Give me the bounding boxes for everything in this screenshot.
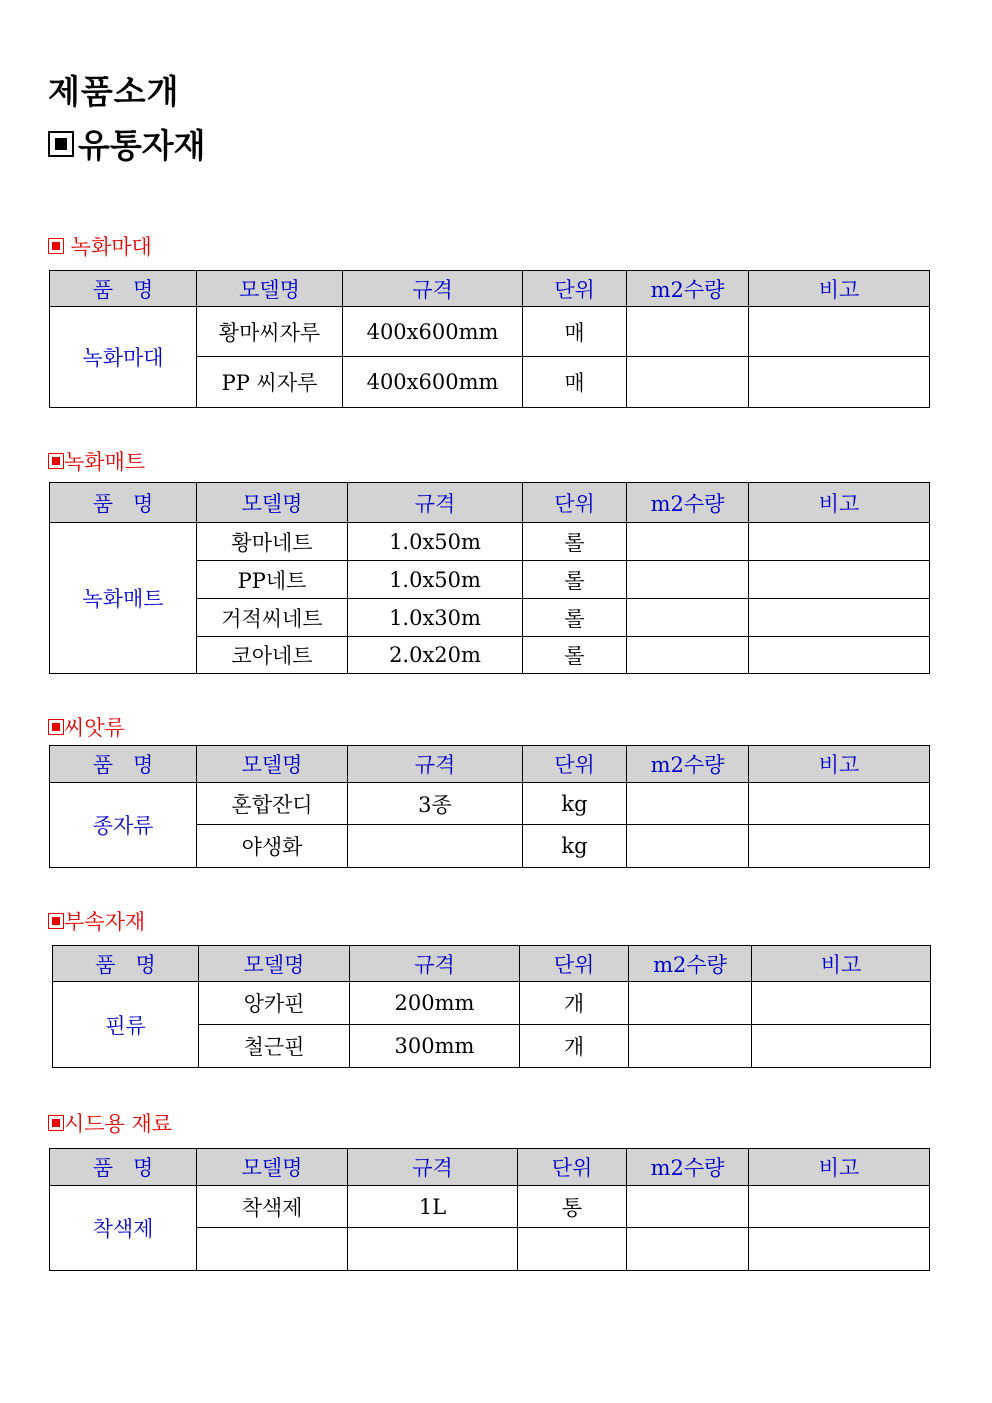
- red-square-bullet-icon: [48, 913, 64, 929]
- header-unit: 단위: [523, 271, 627, 307]
- header-unit: 단위: [520, 946, 629, 982]
- note-cell: [749, 561, 930, 599]
- red-square-bullet-icon: [48, 453, 64, 469]
- qty-cell: [629, 982, 752, 1025]
- qty-cell: [627, 599, 749, 637]
- model-cell: 황마네트: [197, 523, 348, 561]
- qty-cell: [627, 1228, 749, 1271]
- unit-cell: 롤: [523, 637, 627, 674]
- page-subtitle-text: 유통자재: [78, 126, 206, 165]
- table-header-row: [53, 946, 931, 982]
- unit-cell: 개: [520, 1025, 629, 1068]
- header-m2-qty: m2수량: [627, 1149, 749, 1186]
- header-unit: 단위: [523, 746, 627, 783]
- table-row: [50, 523, 930, 561]
- header-note: 비고: [749, 483, 930, 523]
- header-model-name: 모델명: [197, 746, 348, 783]
- spec-cell: 1.0x50m: [348, 523, 523, 561]
- section-table-5: [49, 1148, 930, 1271]
- spec-cell: [348, 1228, 518, 1271]
- header-product-name: 품 명: [50, 271, 197, 307]
- header-model-name: 모델명: [197, 271, 343, 307]
- unit-cell: 매: [523, 307, 627, 357]
- header-spec: 규격: [348, 746, 523, 783]
- spec-cell: 1.0x50m: [348, 561, 523, 599]
- header-model-name: 모델명: [197, 1149, 348, 1186]
- product-cell: 착색제: [50, 1186, 197, 1271]
- header-m2-qty: m2수량: [629, 946, 752, 982]
- section-heading-text: 씨앗류: [64, 716, 125, 740]
- qty-cell: [627, 357, 749, 408]
- table-header-row: [50, 483, 930, 523]
- header-unit: 단위: [518, 1149, 627, 1186]
- header-note: 비고: [752, 946, 931, 982]
- spec-cell: 1.0x30m: [348, 599, 523, 637]
- section-heading-text: 녹화마대: [64, 235, 152, 259]
- product-cell: 녹화마대: [50, 307, 197, 408]
- unit-cell: kg: [523, 783, 627, 825]
- note-cell: [749, 825, 930, 868]
- note-cell: [749, 1186, 930, 1228]
- section-table-3: [49, 745, 930, 868]
- header-spec: 규격: [350, 946, 520, 982]
- section-table-4: [52, 945, 931, 1068]
- model-cell: [197, 1228, 348, 1271]
- model-cell: 철근핀: [199, 1025, 350, 1068]
- note-cell: [752, 982, 931, 1025]
- section-heading-5: [48, 1108, 172, 1138]
- table-row: [50, 783, 930, 825]
- unit-cell: 롤: [523, 599, 627, 637]
- table-header-row: [50, 1149, 930, 1186]
- product-cell: 녹화매트: [50, 523, 197, 674]
- spec-cell: 400x600mm: [343, 307, 523, 357]
- header-m2-qty: m2수량: [627, 746, 749, 783]
- product-cell: 종자류: [50, 783, 197, 868]
- section-heading-text: 부속자재: [64, 910, 146, 934]
- qty-cell: [627, 561, 749, 599]
- model-cell: PP 씨자루: [197, 357, 343, 408]
- qty-cell: [627, 1186, 749, 1228]
- section-heading-4: [48, 906, 145, 936]
- note-cell: [749, 357, 930, 408]
- section-heading-text: 시드용 재료: [64, 1112, 173, 1136]
- spec-cell: 2.0x20m: [348, 637, 523, 674]
- qty-cell: [627, 523, 749, 561]
- header-spec: 규격: [348, 483, 523, 523]
- unit-cell: 롤: [523, 561, 627, 599]
- section-table-1: [49, 270, 930, 408]
- qty-cell: [627, 825, 749, 868]
- header-m2-qty: m2수량: [627, 271, 749, 307]
- header-model-name: 모델명: [199, 946, 350, 982]
- table-row: [53, 982, 931, 1025]
- unit-cell: kg: [523, 825, 627, 868]
- table-row: [50, 1186, 930, 1228]
- note-cell: [749, 1228, 930, 1271]
- table-row: [50, 307, 930, 357]
- header-product-name: 품 명: [50, 483, 197, 523]
- header-product-name: 품 명: [50, 1149, 197, 1186]
- spec-cell: 200mm: [350, 982, 520, 1025]
- table-header-row: [50, 746, 930, 783]
- header-spec: 규격: [343, 271, 523, 307]
- page-subtitle: [48, 120, 206, 167]
- header-m2-qty: m2수량: [627, 483, 749, 523]
- model-cell: 혼합잔디: [197, 783, 348, 825]
- qty-cell: [627, 637, 749, 674]
- qty-cell: [627, 783, 749, 825]
- square-bullet-icon: [48, 131, 74, 157]
- header-spec: 규격: [348, 1149, 518, 1186]
- unit-cell: 롤: [523, 523, 627, 561]
- spec-cell: 400x600mm: [343, 357, 523, 408]
- qty-cell: [627, 307, 749, 357]
- model-cell: PP네트: [197, 561, 348, 599]
- spec-cell: 3종: [348, 783, 523, 825]
- unit-cell: [518, 1228, 627, 1271]
- note-cell: [749, 307, 930, 357]
- header-note: 비고: [749, 746, 930, 783]
- spec-cell: [348, 825, 523, 868]
- header-note: 비고: [749, 271, 930, 307]
- note-cell: [752, 1025, 931, 1068]
- spec-cell: 1L: [348, 1186, 518, 1228]
- header-product-name: 품 명: [50, 746, 197, 783]
- header-model-name: 모델명: [197, 483, 348, 523]
- model-cell: 거적씨네트: [197, 599, 348, 637]
- page-title: 제품소개: [48, 72, 180, 111]
- header-unit: 단위: [523, 483, 627, 523]
- note-cell: [749, 783, 930, 825]
- header-product-name: 품 명: [53, 946, 199, 982]
- red-square-bullet-icon: [48, 238, 64, 254]
- model-cell: 앙카핀: [199, 982, 350, 1025]
- spec-cell: 300mm: [350, 1025, 520, 1068]
- table-header-row: [50, 271, 930, 307]
- section-table-2: [49, 482, 930, 674]
- unit-cell: 통: [518, 1186, 627, 1228]
- section-heading-2: [48, 446, 145, 476]
- section-heading-text: 녹화매트: [64, 450, 146, 474]
- section-heading-1: [48, 231, 152, 261]
- model-cell: 착색제: [197, 1186, 348, 1228]
- red-square-bullet-icon: [48, 719, 64, 735]
- unit-cell: 개: [520, 982, 629, 1025]
- unit-cell: 매: [523, 357, 627, 408]
- model-cell: 황마씨자루: [197, 307, 343, 357]
- note-cell: [749, 637, 930, 674]
- note-cell: [749, 599, 930, 637]
- qty-cell: [629, 1025, 752, 1068]
- note-cell: [749, 523, 930, 561]
- product-cell: 핀류: [53, 982, 199, 1068]
- header-note: 비고: [749, 1149, 930, 1186]
- model-cell: 야생화: [197, 825, 348, 868]
- section-heading-3: [48, 712, 125, 742]
- model-cell: 코아네트: [197, 637, 348, 674]
- red-square-bullet-icon: [48, 1115, 64, 1131]
